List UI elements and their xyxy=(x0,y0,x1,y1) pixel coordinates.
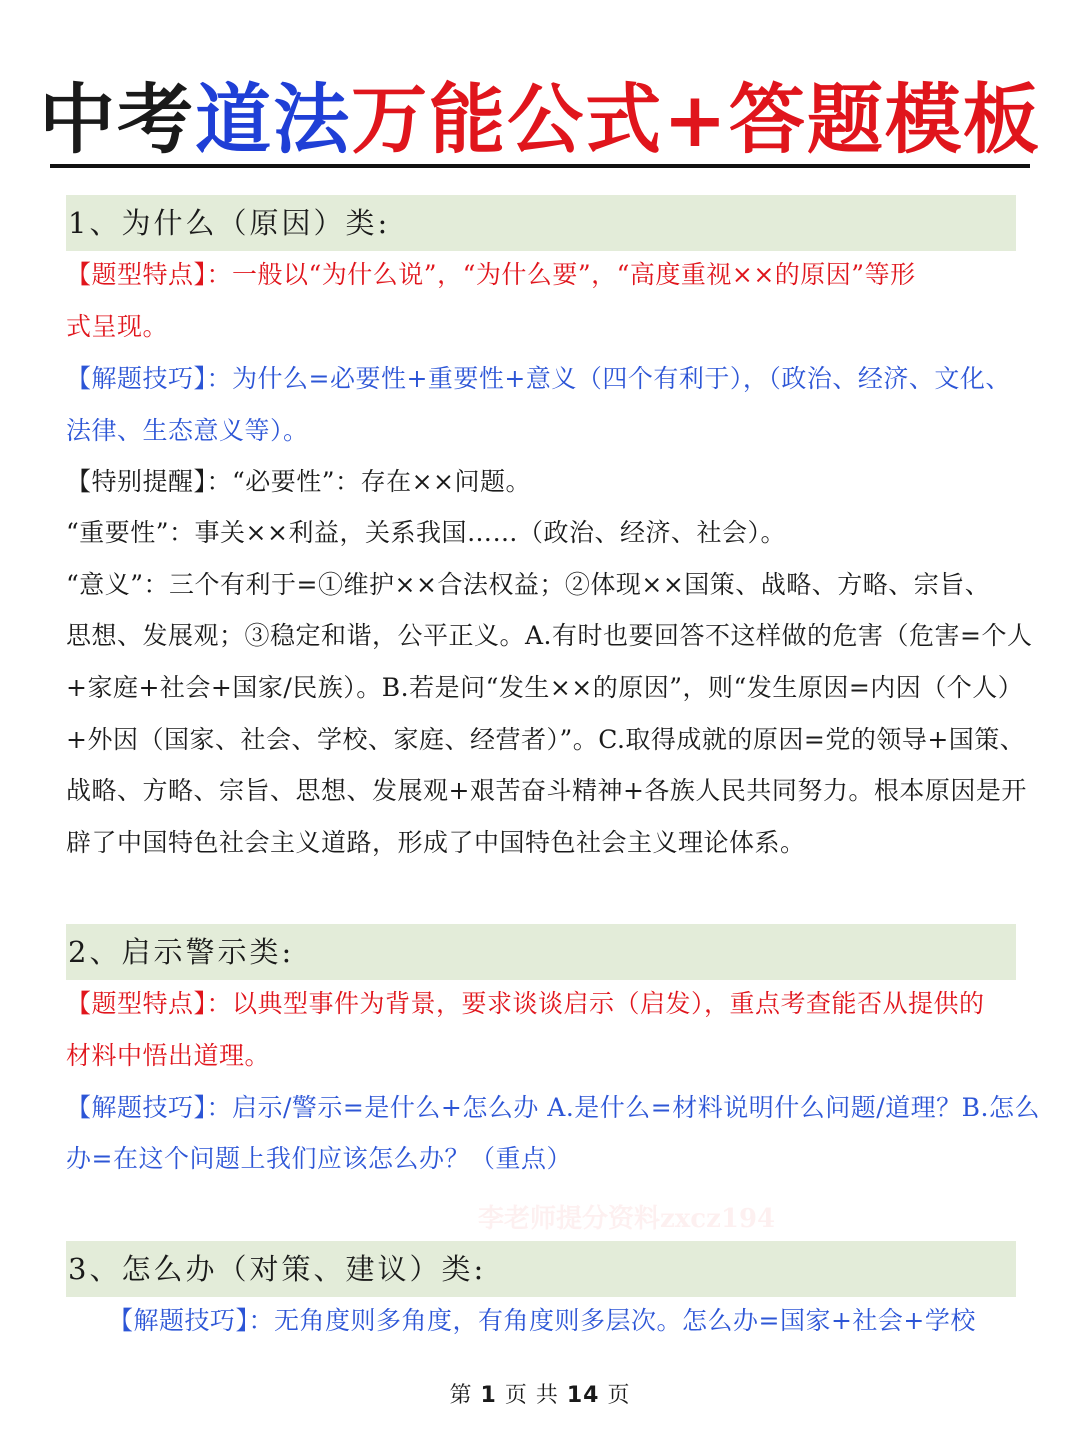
section-heading-lesson: 2、启示警示类: xyxy=(66,924,1016,980)
s1-line-7: “意义”：三个有利于=①维护××合法权益；②体现××国策、战略、方略、宗旨、 xyxy=(66,570,991,599)
s1-line-10: +外因（国家、社会、学校、家庭、经营者）”。C.取得成就的原因=党的领导+国策、 xyxy=(66,725,1026,754)
section-heading-howto: 3、怎么办（对策、建议）类: xyxy=(66,1241,1016,1297)
title-part-3: 万能公式+答题模板 xyxy=(351,75,1041,164)
footer-mid: 页 共 xyxy=(504,1383,559,1408)
title-divider xyxy=(50,164,1030,168)
s1-line-3: 【解题技巧】：为什么=必要性+重要性+意义（四个有利于），（政治、经济、文化、 xyxy=(66,364,1011,393)
s1-line-6: “重要性”：事关××利益，关系我国……（政治、经济、社会）。 xyxy=(66,518,786,547)
s2-line-4: 办=在这个问题上我们应该怎么办？（重点） xyxy=(66,1144,572,1173)
s1-line-5: 【特别提醒】：“必要性”：存在××问题。 xyxy=(66,467,531,496)
footer-prefix: 第 xyxy=(449,1383,473,1408)
s1-line-8: 思想、发展观；③稳定和谐，公平正义。A.有时也要回答不这样做的危害（危害=个人 xyxy=(66,621,1033,650)
s1-line-2: 式呈现。 xyxy=(66,312,169,341)
s1-line-4: 法律、生态意义等）。 xyxy=(66,416,309,445)
title-part-1: 中考 xyxy=(39,75,196,164)
s2-line-3: 【解题技巧】：启示/警示=是什么+怎么办 A.是什么=材料说明什么问题/道理？B.怎么 xyxy=(66,1093,1040,1122)
footer-suffix: 页 xyxy=(607,1383,631,1408)
s1-line-12: 辟了中国特色社会主义道路，形成了中国特色社会主义理论体系。 xyxy=(66,828,806,857)
s2-line-2: 材料中悟出道理。 xyxy=(66,1041,271,1070)
page-footer xyxy=(0,1378,1080,1409)
s2-line-1: 【题型特点】：以典型事件为背景，要求谈谈启示（启发），重点考查能否从提供的 xyxy=(66,989,985,1018)
s1-line-1: 【题型特点】：一般以“为什么说”，“为什么要”，“高度重视××的原因”等形 xyxy=(66,260,916,289)
s1-line-9: +家庭+社会+国家/民族）。B.若是问“发生××的原因”，则“发生原因=内因（个人） xyxy=(66,673,1024,702)
watermark: 李老师提分资料zxcz194 xyxy=(478,1204,776,1234)
footer-total-pages: 14 xyxy=(566,1383,600,1408)
footer-page-number: 1 xyxy=(480,1383,497,1408)
page-title xyxy=(0,72,1080,168)
s3-line-1: 【解题技巧】：无角度则多角度，有角度则多层次。怎么办=国家+社会+学校 xyxy=(108,1306,976,1335)
title-part-2: 道法 xyxy=(195,75,352,164)
section-heading-why: 1、为什么（原因）类: xyxy=(66,195,1016,251)
s1-line-11: 战略、方略、宗旨、思想、发展观+艰苦奋斗精神+各族人民共同努力。根本原因是开 xyxy=(66,776,1027,805)
